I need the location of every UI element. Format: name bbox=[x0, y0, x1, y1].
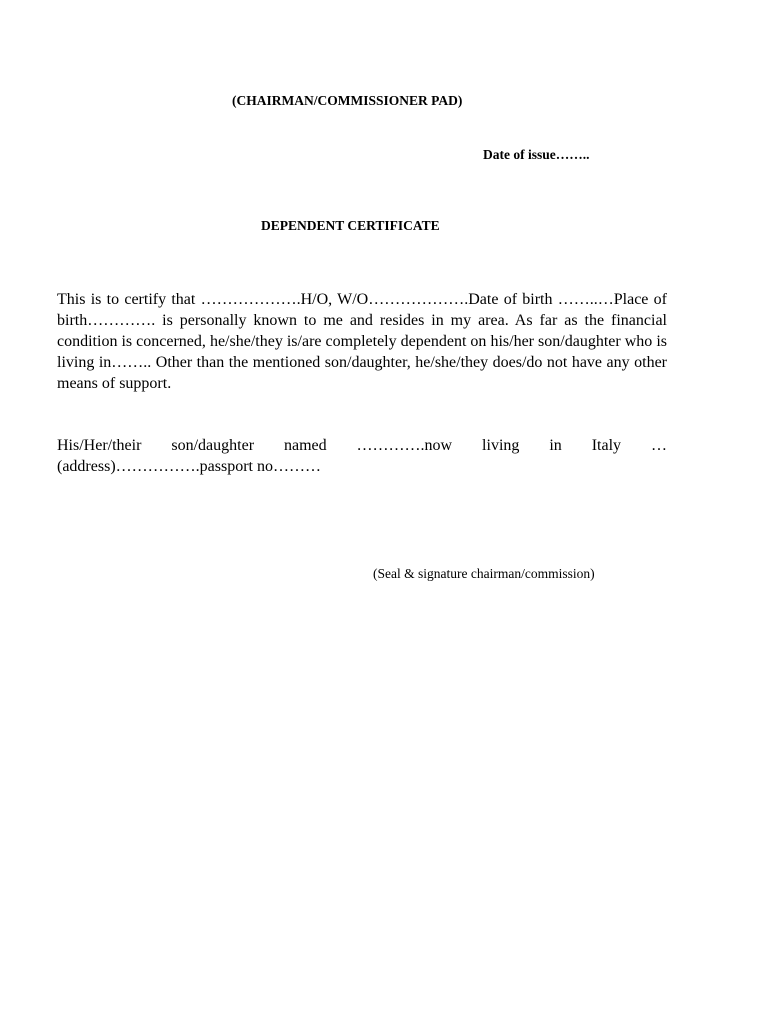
document-title: DEPENDENT CERTIFICATE bbox=[261, 218, 440, 233]
date-of-issue: Date of issue…….. bbox=[483, 147, 590, 162]
dependent-details-paragraph: His/Her/their son/daughter named ………….now living in Italy …(address)…………….passport no……… bbox=[57, 437, 667, 475]
certification-paragraph: This is to certify that ……………….H/O, W/O……………….Date of birth ……..…Place of birth…………. is personally known to me and resides in my area. As far as the financial condition is concerned, he/she/they is/are completely dependent on his/her son/daughter who is living in…….. Other than the mentioned son/daughter, he/she/they does/do not have any other means of support. bbox=[57, 291, 667, 392]
seal-signature-label: (Seal & signature chairman/commission) bbox=[373, 566, 595, 581]
letterhead-pad-label: (CHAIRMAN/COMMISSIONER PAD) bbox=[232, 93, 463, 108]
